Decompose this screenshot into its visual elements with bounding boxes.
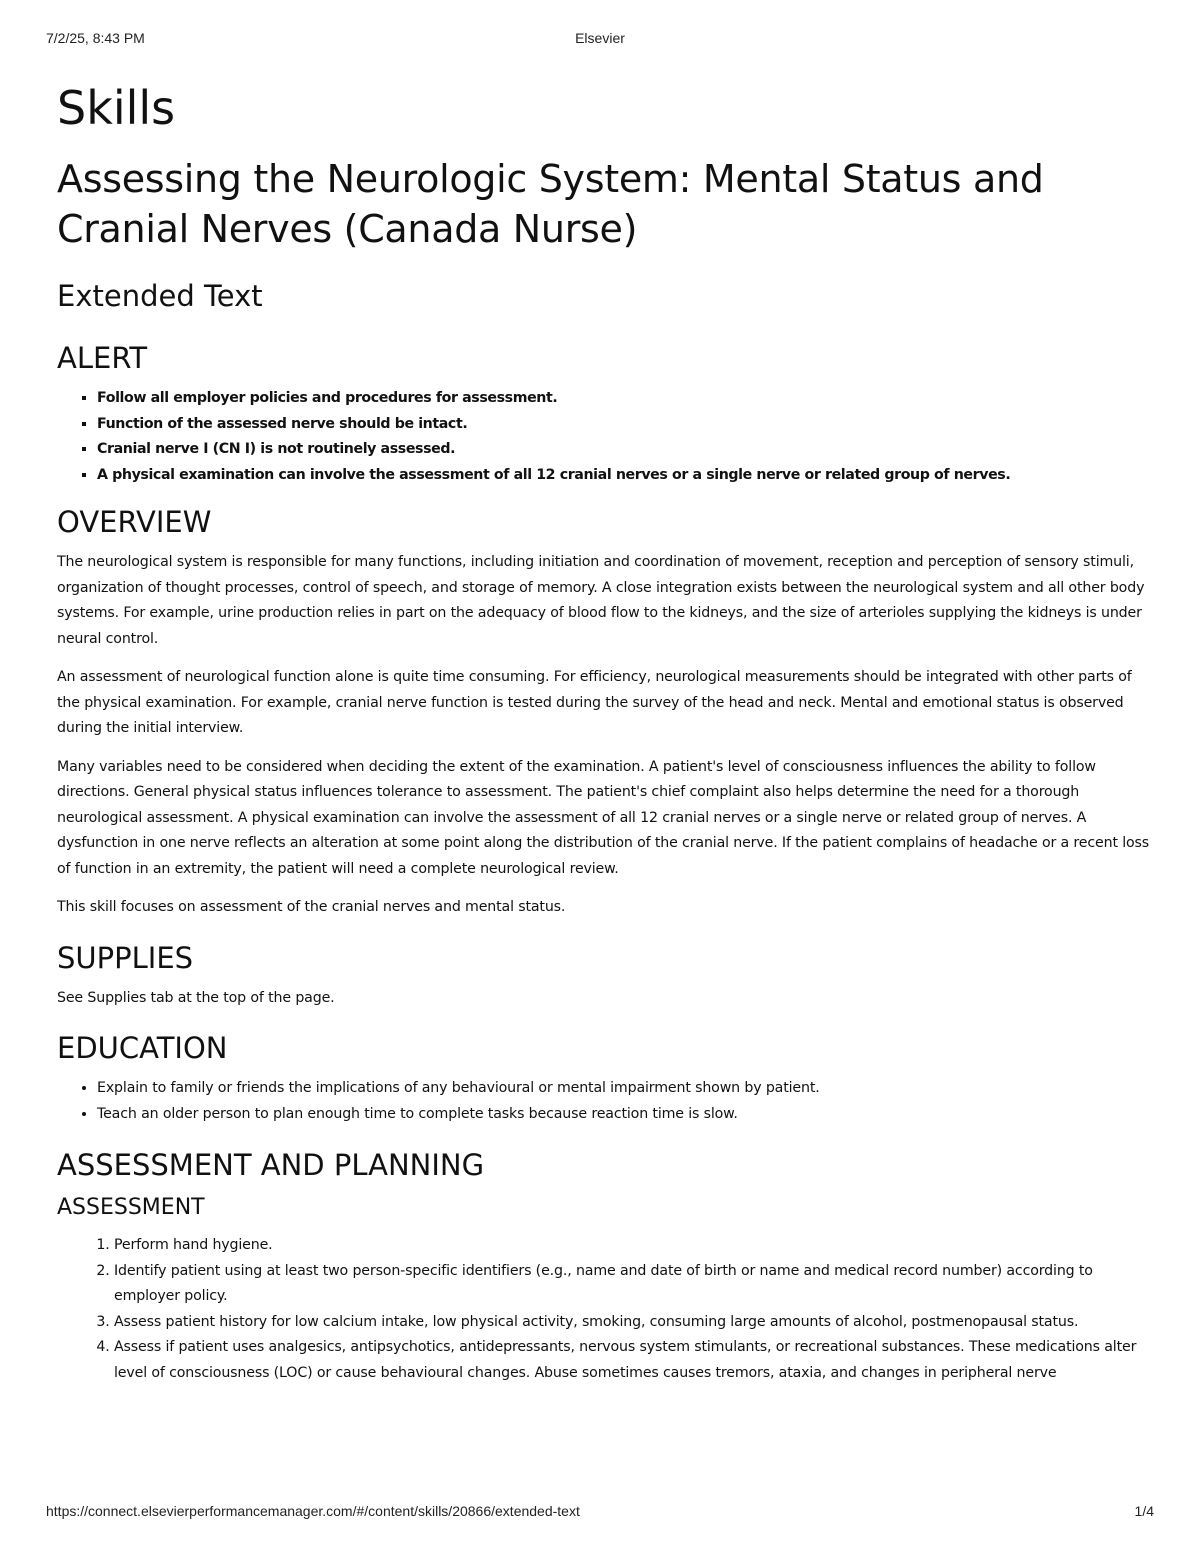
supplies-heading: SUPPLIES <box>57 940 194 975</box>
skill-title: Assessing the Neurologic System: Mental Status and Cranial Nerves (Canada Nurse) <box>57 157 1044 251</box>
alert-item: ▪ Cranial nerve I (CN I) is not routinely assessed. <box>97 437 1152 463</box>
overview-paragraph: This skill focuses on assessment of the cranial nerves and mental status. <box>57 899 566 915</box>
alert-item: ▪ Follow all employer policies and procedures for assessment. <box>97 386 1152 412</box>
assessment-heading: ASSESSMENT <box>57 1195 205 1220</box>
assessment-step: 3. Assess patient history for low calcium intake, low physical activity, smoking, consuming large amounts of alcohol, postmenopausal status. <box>114 1310 1152 1336</box>
alert-item: ▪ A physical examination can involve the assessment of all 12 cranial nerves or a single nerve or related group of nerves. <box>97 463 1152 489</box>
page-number: 1/4 <box>1134 1503 1154 1519</box>
alert-item: ▪ Function of the assessed nerve should be intact. <box>97 412 1152 438</box>
alert-heading: ALERT <box>57 341 148 375</box>
overview-paragraph: Many variables need to be considered when deciding the extent of the examination. A patient's level of consciousness influences the ability to follow directions. General physical status influences tolerance to assessment. The patient's chief complaint also helps determine the need for a thorough neurological assessment. A physical examination can involve the assessment of all 12 cranial nerves or a single nerve or related group of nerves. A dysfunction in one nerve reflects an alteration at some point along the distribution of the cranial nerve. If the patient complains of headache or a recent loss of function in an extremity, the patient will need a complete neurological review. <box>57 758 1150 877</box>
assessment-planning-heading: ASSESSMENT AND PLANNING <box>57 1148 485 1182</box>
alert-list <box>57 386 1152 488</box>
assessment-step: 4. Assess if patient uses analgesics, antipsychotics, antidepressants, nervous system stimulants, or recreational substances. These medications alter level of consciousness (LOC) or cause behavioural changes. Abuse sometimes causes tremors, ataxia, and changes in peripheral nerve <box>114 1335 1152 1386</box>
section-subtitle: Extended Text <box>57 279 263 313</box>
page-url: https://connect.elsevierperformancemanager.com/#/content/skills/20866/extended-text <box>46 1503 580 1519</box>
education-heading: EDUCATION <box>57 1031 228 1065</box>
education-item: • Teach an older person to plan enough time to complete tasks because reaction time is slow. <box>97 1102 1152 1128</box>
document-content <box>57 78 1152 1400</box>
assessment-step: 1. Perform hand hygiene. <box>114 1233 1152 1259</box>
print-header <box>46 30 1154 50</box>
education-item: • Explain to family or friends the implications of any behavioural or mental impairment shown by patient. <box>97 1076 1152 1102</box>
print-date: 7/2/25, 8:43 PM <box>46 30 145 46</box>
overview-paragraph: The neurological system is responsible for many functions, including initiation and coordination of movement, reception and perception of sensory stimuli, organization of thought processes, control of speech, and storage of memory. A close integration exists between the neurological system and all other body systems. For example, urine production relies in part on the adequacy of blood flow to the kidneys, and the size of arterioles supplying the kidneys is under neural control. <box>57 554 1145 647</box>
print-footer <box>46 1503 1154 1523</box>
print-site-name: Elsevier <box>575 30 625 46</box>
education-list <box>57 1076 1152 1127</box>
page-title: Skills <box>57 81 176 135</box>
overview-paragraph: An assessment of neurological function alone is quite time consuming. For efficiency, neurological measurements should be integrated with other parts of the physical examination. For example, cranial nerve function is tested during the survey of the head and neck. Mental and emotional status is observed during the initial interview. <box>57 669 1132 736</box>
assessment-step: 2. Identify patient using at least two person-specific identifiers (e.g., name and date of birth or name and medical record number) according to employer policy. <box>114 1259 1152 1310</box>
supplies-text: See Supplies tab at the top of the page. <box>57 989 335 1006</box>
overview-heading: OVERVIEW <box>57 505 212 539</box>
assessment-steps <box>57 1233 1152 1386</box>
